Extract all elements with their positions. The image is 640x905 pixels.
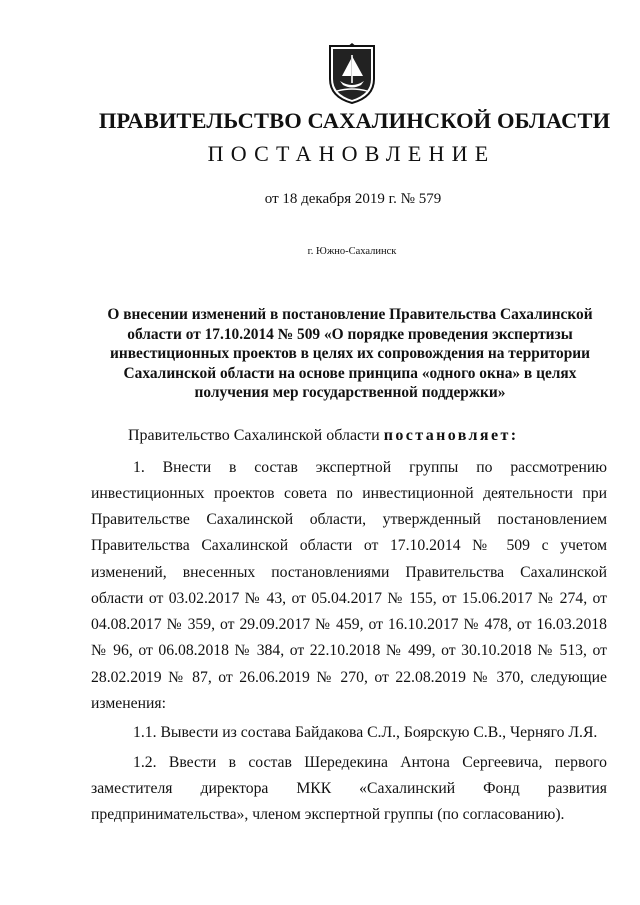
- paragraph-line: Правительства Сахалинской области от 17.10.2014 № 509 с учетом: [91, 537, 607, 554]
- preamble-action: постановляет:: [383, 427, 519, 444]
- item-1-1: 1.1. Вывести из состава Байдакова С.Л., Боярскую С.В., Черняго Л.Я.: [133, 724, 598, 741]
- paragraph-line: 28.02.2019 № 87, от 26.06.2019 № 270, от 22.08.2019 № 370, следующие: [91, 669, 607, 686]
- paragraph-line: Правительстве Сахалинской области, утвержденный постановлением: [91, 511, 607, 528]
- subject-line: Сахалинской области на основе принципа «одного окна» в целях: [123, 364, 577, 382]
- paragraph-line: 04.08.2017 № 359, от 29.09.2017 № 459, от 16.10.2017 № 478, от 16.03.2018: [91, 616, 607, 633]
- item-1-2-line: 1.2. Ввести в состав Шередекина Антона Сергеевича, первого: [133, 754, 607, 771]
- preamble: [128, 427, 518, 445]
- document-subject: [100, 305, 600, 403]
- item-1-2-line: предпринимательства», членом экспертной группы (по согласованию).: [91, 806, 565, 823]
- subject-line: инвестиционных проектов в целях их сопровождения на территории: [109, 345, 591, 363]
- subject-line: получения мер государственной поддержки»: [194, 384, 506, 402]
- document-date: от 18 декабря 2019 г. № 579: [264, 191, 442, 207]
- item-1-2-line: заместителя директора МКК «Сахалинский Фонд развития: [91, 780, 607, 797]
- government-title: ПРАВИТЕЛЬСТВО САХАЛИНСКОЙ ОБЛАСТИ: [98, 108, 611, 133]
- paragraph-line: изменения:: [91, 695, 166, 712]
- preamble-prefix: Правительство Сахалинской области: [128, 427, 384, 444]
- subject-line: О внесении изменений в постановление Правительства Сахалинской: [107, 306, 593, 323]
- paragraph-line: 1. Внести в состав экспертной группы по рассмотрению: [133, 459, 607, 476]
- subject-line: области от 17.10.2014 № 509 «О порядке проведения экспертизы: [127, 325, 573, 343]
- sakhalin-coat-of-arms-icon: [327, 43, 377, 105]
- document-city: г. Южно-Сахалинск: [307, 246, 397, 257]
- document-type: ПОСТАНОВЛЕНИЕ: [207, 141, 496, 166]
- paragraph-line: области от 03.02.2017 № 43, от 05.04.2017 № 155, от 15.06.2017 № 274, от: [91, 590, 607, 607]
- paragraph-line: изменений, внесенных постановлениями Правительства Сахалинской: [91, 564, 607, 581]
- paragraph-line: инвестиционных проектов совета по инвестиционной деятельности при: [91, 485, 607, 502]
- paragraph-line: № 96, от 06.08.2018 № 384, от 22.10.2018 № 499, от 30.10.2018 № 513, от: [91, 642, 607, 659]
